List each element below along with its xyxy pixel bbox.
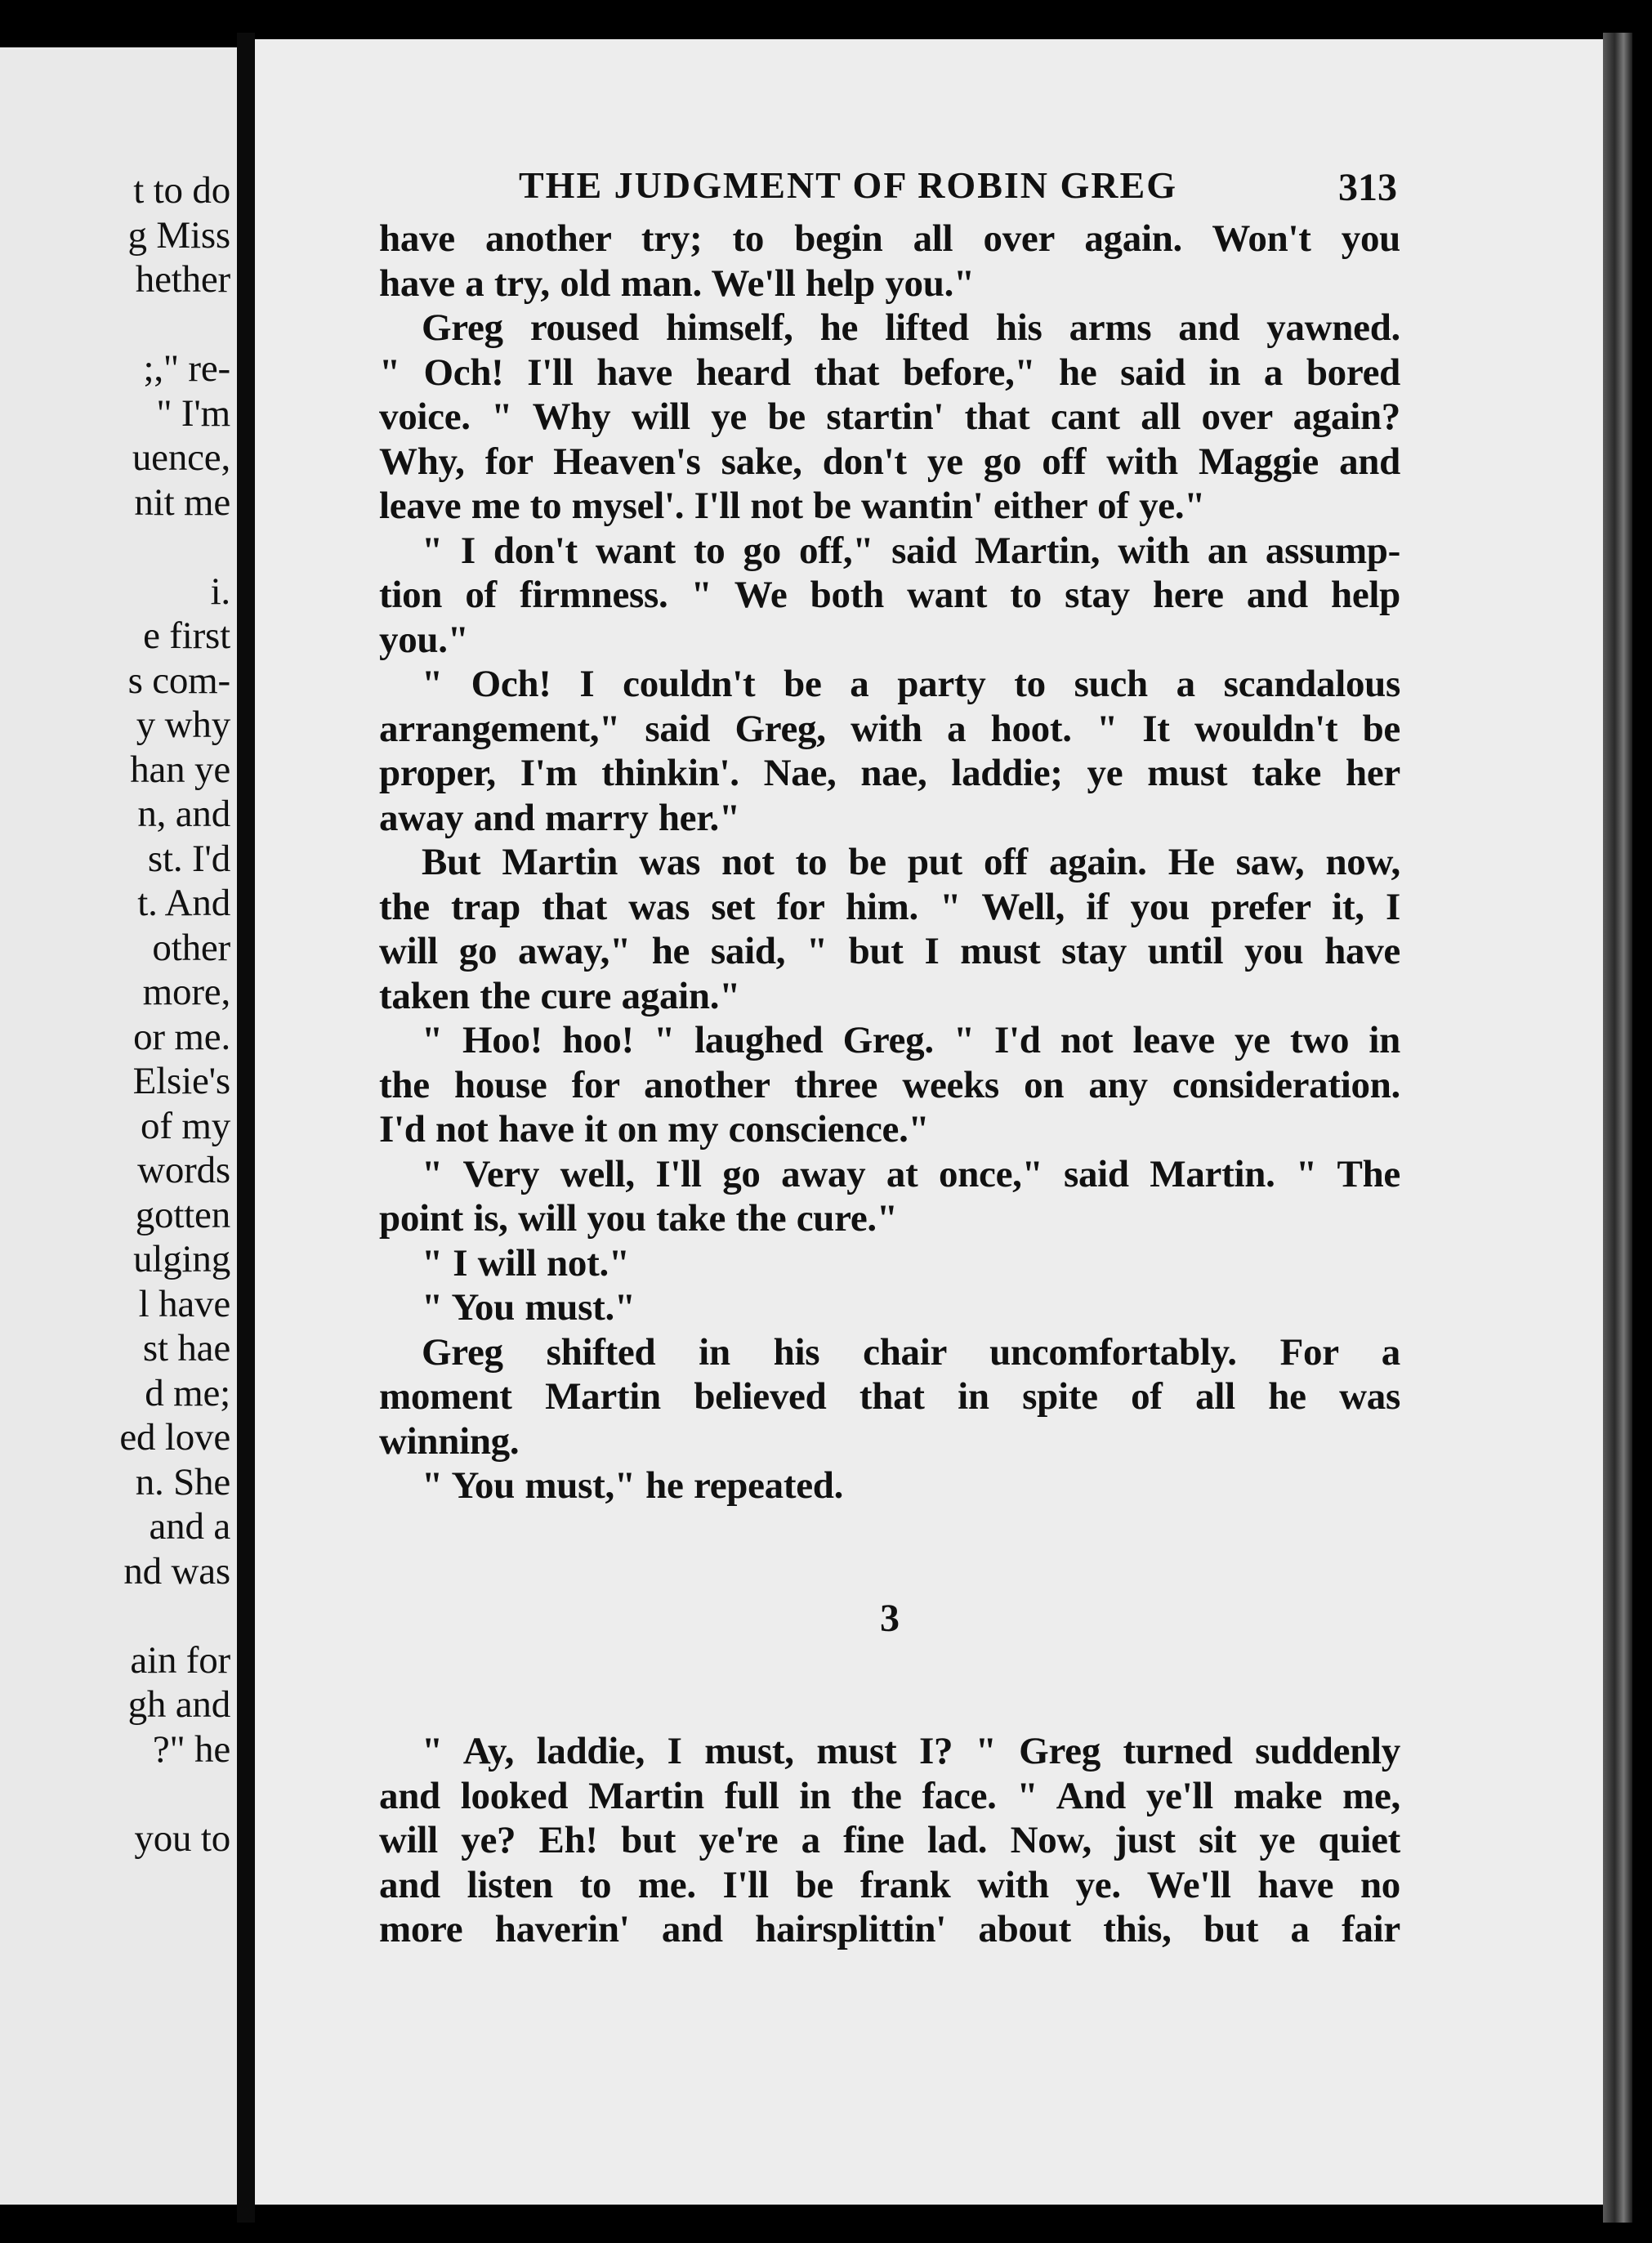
text-line: Greg roused himself, he lifted his arms and yawned. xyxy=(422,306,1400,349)
text-line: will ye? Eh! but ye're a fine lad. Now, just sit ye quiet xyxy=(379,1819,1400,1861)
left-page-line: y why xyxy=(136,704,230,746)
text-line: tion of firmness. " We both want to stay here and help xyxy=(379,574,1400,616)
left-page-line: han ye xyxy=(130,748,230,791)
left-page-line: ?" he xyxy=(152,1727,230,1771)
left-page-line: t. And xyxy=(137,882,230,924)
left-page-line: ed love xyxy=(119,1416,230,1459)
left-page-line: words xyxy=(137,1149,230,1191)
left-page-line: n. She xyxy=(135,1460,230,1504)
text-line: winning. xyxy=(379,1419,520,1463)
text-line: proper, I'm thinkin'. Nae, nae, laddie; ye must take her xyxy=(379,752,1400,794)
left-page-line: t to do xyxy=(133,169,230,212)
text-before-section xyxy=(379,217,1400,1508)
page-edge xyxy=(1603,33,1632,2223)
left-page-line: you to xyxy=(134,1816,230,1860)
left-page-line: nit me xyxy=(134,480,230,524)
text-line: arrangement," said Greg, with a hoot. " It wouldn't be xyxy=(379,707,1400,750)
left-page-line: l have xyxy=(138,1282,230,1325)
text-line: have a try, old man. We'll help you." xyxy=(379,261,975,305)
left-page-line: e first xyxy=(143,614,230,657)
running-title: THE JUDGMENT OF ROBIN GREG xyxy=(519,164,1177,206)
left-page-line: g Miss xyxy=(127,213,230,257)
text-line: I'd not have it on my conscience." xyxy=(379,1108,930,1151)
text-after-section xyxy=(379,1729,1400,1952)
left-page-line: s com- xyxy=(127,659,230,702)
text-line: " Och! I couldn't be a party to such a scandalous xyxy=(422,663,1400,705)
text-line: But Martin was not to be put off again. He saw, now, xyxy=(422,841,1400,883)
text-line: away and marry her." xyxy=(379,796,740,839)
previous-page-fragment xyxy=(0,47,237,2205)
text-line: Why, for Heaven's sake, don't ye go off with Maggie and xyxy=(379,440,1400,483)
left-page-line: st. I'd xyxy=(147,837,230,880)
text-line: point is, will you take the cure." xyxy=(379,1197,898,1240)
text-line: you." xyxy=(379,618,469,661)
left-page-line: Elsie's xyxy=(132,1060,230,1102)
left-page-line: gh and xyxy=(127,1683,230,1726)
left-page-line: ain for xyxy=(130,1638,230,1682)
left-page-line: other xyxy=(152,926,230,969)
left-page-line: of my xyxy=(141,1104,230,1147)
text-line: more haverin' and hairsplittin' about this, but a fair xyxy=(379,1908,1400,1950)
body-text xyxy=(379,217,1400,1952)
left-page-line: ulging xyxy=(133,1238,230,1280)
left-page-line: " I'm xyxy=(156,391,230,435)
left-page-line: nd was xyxy=(123,1549,230,1593)
text-line: Greg shifted in his chair uncomfortably. For a xyxy=(422,1330,1400,1374)
text-line: " You must." xyxy=(422,1286,636,1329)
text-line: " Och! I'll have heard that before," he said in a bored xyxy=(379,351,1400,394)
text-line: " Ay, laddie, I must, must I? " Greg turned suddenly xyxy=(422,1730,1400,1772)
text-line: and looked Martin full in the face. " And ye'll make me, xyxy=(379,1774,1400,1817)
left-page-line: ;," re- xyxy=(143,347,230,390)
text-line: will go away," he said, " but I must stay until you have xyxy=(379,930,1400,972)
book-gutter xyxy=(237,33,255,2223)
text-line: the house for another three weeks on any consideration. xyxy=(379,1063,1400,1106)
text-line: moment Martin believed that in spite of all he was xyxy=(379,1375,1400,1418)
text-line: " I will not." xyxy=(422,1241,630,1285)
left-page-line: st hae xyxy=(142,1327,230,1369)
text-line: the trap that was set for him. " Well, if you prefer it, I xyxy=(379,885,1400,928)
text-line: " I don't want to go off," said Martin, with an assump- xyxy=(422,529,1400,572)
text-line: " You must," he repeated. xyxy=(422,1464,844,1507)
text-line: have another try; to begin all over again. Won't you xyxy=(379,217,1400,260)
left-page-line: more, xyxy=(142,971,230,1013)
text-line: leave me to mysel'. I'll not be wantin' either of ye." xyxy=(379,485,1206,527)
text-line: and listen to me. I'll be frank with ye. We'll have no xyxy=(379,1863,1400,1906)
left-page-line: uence, xyxy=(132,436,230,479)
left-page-line: or me. xyxy=(133,1015,230,1058)
left-page-line: and a xyxy=(149,1505,230,1548)
text-line: taken the cure again." xyxy=(379,974,741,1017)
page-number: 313 xyxy=(1338,166,1397,209)
left-page-line: gotten xyxy=(135,1193,230,1236)
section-number: 3 xyxy=(880,1596,900,1640)
text-line: voice. " Why will ye be startin' that cant all over again? xyxy=(379,395,1400,438)
left-page-line: hether xyxy=(135,258,230,301)
left-page-line: i. xyxy=(210,570,230,613)
left-page-line: d me; xyxy=(145,1371,230,1414)
text-line: " Very well, I'll go away at once," said Martin. " The xyxy=(422,1152,1400,1195)
left-page-line: n, and xyxy=(137,793,230,835)
text-line: " Hoo! hoo! " laughed Greg. " I'd not leave ye two in xyxy=(422,1019,1400,1061)
